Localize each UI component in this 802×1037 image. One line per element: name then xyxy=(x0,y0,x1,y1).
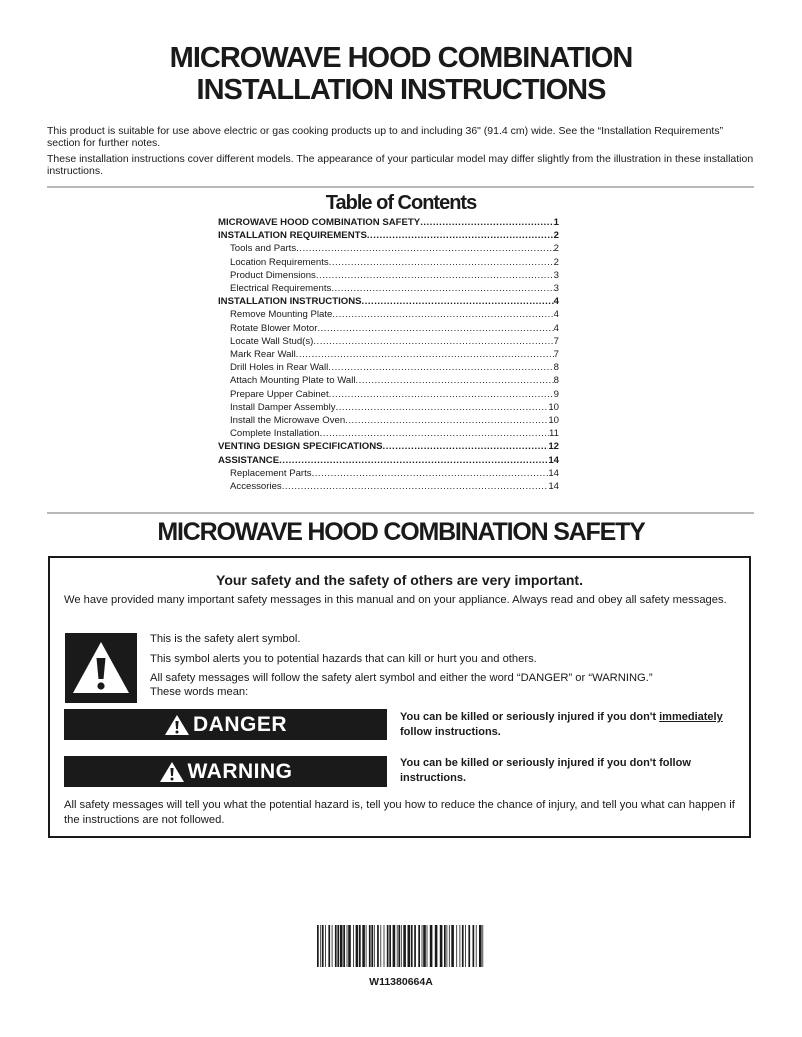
toc-leader-dots xyxy=(313,335,553,348)
page-title xyxy=(0,42,802,106)
toc-entry xyxy=(218,322,559,335)
toc-leader-dots xyxy=(328,361,553,374)
toc-leader-dots xyxy=(367,229,554,242)
barcode-bar xyxy=(479,925,482,967)
toc-entry xyxy=(218,454,559,467)
toc-entry xyxy=(218,256,559,269)
toc-entry xyxy=(218,480,559,493)
danger-description xyxy=(400,710,750,739)
barcode-bar xyxy=(387,925,389,967)
toc-entry xyxy=(218,388,559,401)
barcode-bar xyxy=(473,925,475,967)
toc-entry xyxy=(218,216,559,229)
toc-entry-label: Install the Microwave Oven xyxy=(230,415,346,427)
barcode-bar xyxy=(340,925,343,967)
toc-entry-label: INSTALLATION INSTRUCTIONS xyxy=(218,296,362,308)
warning-description: You can be killed or seriously injured if you don't follow instructions. xyxy=(400,757,691,784)
toc-entry xyxy=(218,295,559,308)
warning-banner xyxy=(64,756,387,787)
page-title-line-2: INSTALLATION INSTRUCTIONS xyxy=(196,74,606,106)
barcode-bar xyxy=(389,925,391,967)
toc-entry xyxy=(218,374,559,387)
toc-entry-page: 10 xyxy=(548,401,559,413)
barcode-bar xyxy=(348,925,351,967)
toc-entry-label: INSTALLATION REQUIREMENTS xyxy=(218,230,367,242)
barcode-bar xyxy=(476,925,477,967)
toc-entry-page: 8 xyxy=(553,375,559,387)
toc-entry-page: 4 xyxy=(553,322,559,334)
barcode-bar xyxy=(359,925,361,967)
barcode-bar xyxy=(343,925,345,967)
toc-leader-dots xyxy=(336,401,549,414)
danger-desc-text: You can be killed or seriously injured if you don't xyxy=(400,711,660,723)
safety-intro: We have provided many important safety messages in this manual and on your appliance. Always read and obey all safety messages. xyxy=(64,594,727,606)
barcode-bar xyxy=(335,925,337,967)
barcode-bar xyxy=(449,925,450,967)
barcode-bar xyxy=(451,925,454,967)
danger-desc-text-end: follow instructions. xyxy=(400,725,501,738)
toc-entry-label: Complete Installation xyxy=(230,428,320,440)
toc-leader-dots xyxy=(331,282,553,295)
barcode-bar xyxy=(328,925,330,967)
barcode-bar xyxy=(353,925,354,967)
toc-leader-dots xyxy=(362,295,554,308)
barcode-bar xyxy=(393,925,396,967)
barcode-bar xyxy=(427,925,428,967)
toc-entry-page: 14 xyxy=(548,467,559,479)
barcode-bar xyxy=(462,925,464,967)
toc-leader-dots xyxy=(420,216,553,229)
safety-alert-icon xyxy=(65,633,137,703)
toc-entry xyxy=(218,335,559,348)
barcode-bar xyxy=(332,925,333,967)
barcode-bar xyxy=(482,925,483,967)
toc-entry-page: 12 xyxy=(548,441,559,453)
toc-entry-page: 8 xyxy=(553,362,559,374)
toc-leader-dots xyxy=(279,454,548,467)
barcode-bar xyxy=(403,925,406,967)
barcode-bar xyxy=(366,925,367,967)
toc-leader-dots xyxy=(329,256,554,269)
warning-alert-icon xyxy=(159,761,185,783)
toc-entry-label: MICROWAVE HOOD COMBINATION SAFETY xyxy=(218,217,421,228)
toc-entry xyxy=(218,269,559,282)
toc-leader-dots xyxy=(320,427,549,440)
toc-entry-label: Attach Mounting Plate to Wall xyxy=(230,375,356,387)
toc-entry-label: Rotate Blower Motor xyxy=(230,322,318,334)
toc-entry-page: 1 xyxy=(553,217,559,228)
toc-entry xyxy=(218,282,559,295)
barcode-bar xyxy=(322,925,324,967)
toc-entry-page: 11 xyxy=(549,428,559,440)
toc-entry-label: Electrical Requirements xyxy=(230,283,332,295)
toc-entry-label: Product Dimensions xyxy=(230,269,316,281)
barcode-bar xyxy=(465,925,466,967)
toc-entry-page: 3 xyxy=(553,269,559,281)
toc-entry-page: 2 xyxy=(553,230,559,242)
intro-paragraph-1: This product is suitable for use above electric or gas cooking products up to and including 36" (91.4 cm) wide. See the “Installation Requirements” section for further notes. xyxy=(47,125,724,149)
toc-leader-dots xyxy=(383,440,549,453)
toc-entry-page: 14 xyxy=(548,481,559,493)
toc-entry-label: VENTING DESIGN SPECIFICATIONS xyxy=(218,441,383,453)
barcode-bar xyxy=(460,925,461,967)
barcode-bar xyxy=(423,925,426,967)
toc-heading: Table of Contents xyxy=(325,192,477,214)
toc-leader-dots xyxy=(317,322,553,335)
safety-box-title: Your safety and the safety of others are very important. xyxy=(216,572,583,588)
toc-entry xyxy=(218,440,559,453)
section-heading: MICROWAVE HOOD COMBINATION SAFETY xyxy=(157,518,645,546)
toc-entry xyxy=(218,414,559,427)
toc-entry-page: 7 xyxy=(553,349,559,361)
toc-entry xyxy=(218,229,559,242)
barcode-bar xyxy=(374,925,375,967)
barcode-bar xyxy=(456,925,457,967)
toc-entry-label: Accessories xyxy=(230,481,282,493)
toc-leader-dots xyxy=(296,242,554,255)
toc-leader-dots xyxy=(345,414,548,427)
toc-entry-page: 3 xyxy=(553,283,559,295)
barcode-bar xyxy=(408,925,411,967)
alert-line-4: These words mean: xyxy=(150,686,249,698)
barcode-bar xyxy=(422,925,423,967)
toc-entry-label: Replacement Parts xyxy=(230,467,312,479)
barcode-bar xyxy=(320,925,321,967)
barcode-bar xyxy=(317,925,319,967)
barcode-bar xyxy=(325,925,326,967)
toc-leader-dots xyxy=(356,374,554,387)
toc-entry xyxy=(218,401,559,414)
intro-paragraph-2: These installation instructions cover different models. The appearance of your particular model may differ slightly from the illustration in these installation instructions. xyxy=(47,153,754,177)
barcode-bar xyxy=(397,925,398,967)
toc-entry-label: Tools and Parts xyxy=(230,243,297,255)
toc-leader-dots xyxy=(296,348,554,361)
barcode xyxy=(317,925,485,967)
toc-entry-label: Location Requirements xyxy=(230,256,329,268)
toc-entry-page: 4 xyxy=(553,309,559,321)
toc-entry-page: 9 xyxy=(553,388,559,400)
toc-entry xyxy=(218,467,559,480)
barcode-bar xyxy=(337,925,339,967)
toc-entry-label: ASSISTANCE xyxy=(218,454,280,466)
toc-entry-page: 10 xyxy=(548,415,559,427)
barcode-bar xyxy=(435,925,438,967)
toc-entry-label: Locate Wall Stud(s) xyxy=(230,335,314,347)
danger-alert-icon xyxy=(164,714,190,736)
toc-leader-dots xyxy=(282,480,549,493)
barcode-bar xyxy=(380,925,381,967)
toc-leader-dots xyxy=(332,308,553,321)
barcode-bar xyxy=(377,925,379,967)
barcode-bar xyxy=(447,925,448,967)
barcode-bar xyxy=(414,925,416,967)
toc-leader-dots xyxy=(329,388,554,401)
toc-entry xyxy=(218,361,559,374)
toc-entry-label: Install Damper Assembly xyxy=(230,401,336,413)
barcode-bar xyxy=(411,925,413,967)
barcode-bar xyxy=(347,925,348,967)
toc-entry xyxy=(218,308,559,321)
toc-entry xyxy=(218,348,559,361)
barcode-bar xyxy=(418,925,420,967)
barcode-bar xyxy=(468,925,470,967)
toc-entry-page: 4 xyxy=(553,296,559,308)
barcode-bar xyxy=(362,925,365,967)
safety-box xyxy=(48,556,751,838)
barcode-bar xyxy=(440,925,443,967)
warning-label: WARNING xyxy=(187,759,293,783)
page-title-line-1: MICROWAVE HOOD COMBINATION xyxy=(169,42,633,74)
toc-entry xyxy=(218,242,559,255)
toc-leader-dots xyxy=(316,269,554,282)
toc-entry-page: 7 xyxy=(553,335,559,347)
safety-footer: All safety messages will tell you what the potential hazard is, tell you how to reduce the chance of injury, and tell you what can happen if the instructions are not followed. xyxy=(64,799,735,826)
danger-label: DANGER xyxy=(192,712,287,736)
toc-leader-dots xyxy=(312,467,549,480)
barcode-bar xyxy=(398,925,400,967)
table-of-contents xyxy=(218,216,559,493)
barcode-bar xyxy=(401,925,402,967)
divider xyxy=(47,186,754,188)
barcode-bar xyxy=(356,925,359,967)
toc-entry xyxy=(218,427,559,440)
barcode-bar xyxy=(384,925,385,967)
alert-line-1: This is the safety alert symbol. xyxy=(150,633,301,645)
barcode-bar xyxy=(369,925,371,967)
alert-line-3: All safety messages will follow the safety alert symbol and either the word “DANGER” or “WARNING.” xyxy=(150,672,653,684)
danger-desc-emphasis: immediately xyxy=(659,711,723,723)
toc-entry-page: 2 xyxy=(553,256,559,268)
danger-banner xyxy=(64,709,387,740)
barcode-bar xyxy=(371,925,373,967)
divider xyxy=(47,512,754,514)
alert-line-2: This symbol alerts you to potential hazards that can kill or hurt you and others. xyxy=(150,653,537,665)
toc-entry-page: 14 xyxy=(548,454,559,466)
barcode-number: W11380664A xyxy=(369,976,433,988)
barcode-bar xyxy=(444,925,446,967)
toc-entry-label: Mark Rear Wall xyxy=(230,349,296,361)
toc-entry-page: 2 xyxy=(553,243,559,255)
toc-entry-label: Remove Mounting Plate xyxy=(230,309,333,321)
toc-entry-label: Prepare Upper Cabinet xyxy=(230,388,329,400)
toc-entry-label: Drill Holes in Rear Wall xyxy=(230,362,329,374)
barcode-bar xyxy=(430,925,433,967)
